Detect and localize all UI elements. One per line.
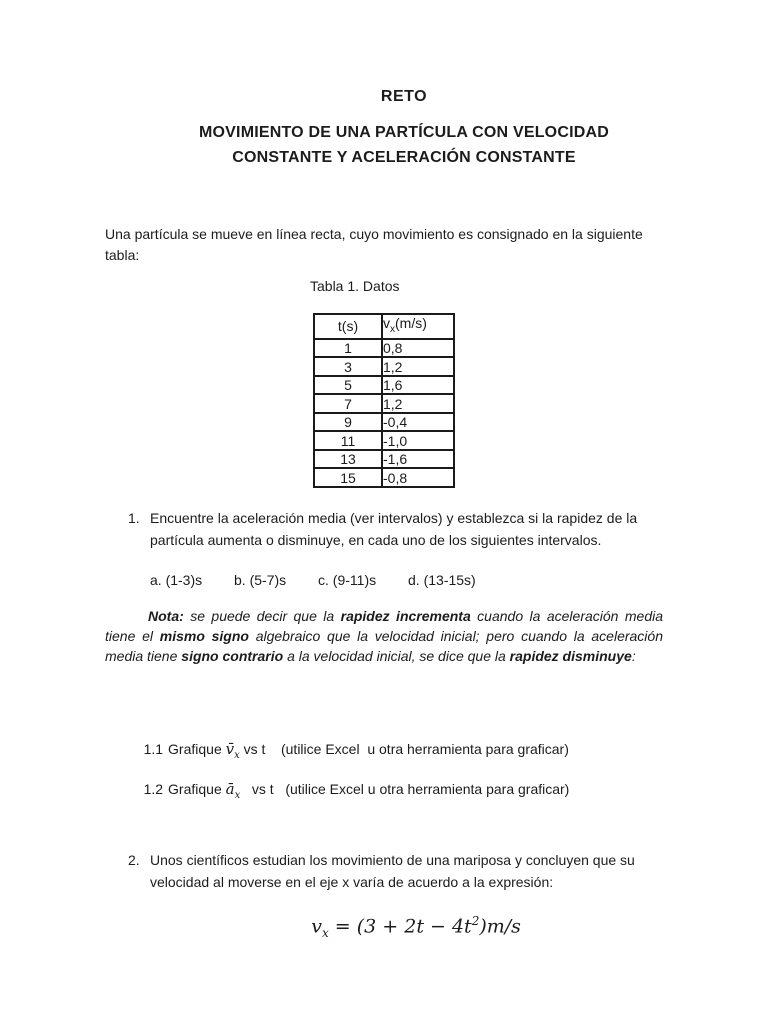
velocity-mean-symbol: $v̄_x$ (225, 740, 240, 761)
item-2-number: 2. (128, 852, 140, 868)
cell-t: 9 (314, 413, 382, 432)
velocity-formula (105, 892, 703, 962)
interval-c: c. (9-11)s (318, 572, 377, 588)
nota-paragraph: Nota: se puede decir que la rapidez incrementa cuando la aceleración media tiene el mismo signo algebraico que la velocidad inicial; pero cuando la aceleración media tiene signo contrario a la velocidad inicial, se dice que la rapidez disminuye: (105, 608, 664, 664)
item-1-text: Encuentre la aceleración media (ver intervalos) y establezca si la rapidez de la partícula aumenta o disminuye, en cada uno de los siguientes intervalos. (150, 510, 638, 548)
item-1-number: 1. (128, 510, 140, 526)
cell-t: 15 (314, 468, 382, 487)
formula-var-sub: x (321, 926, 329, 941)
task-1-2-label: Grafique (168, 781, 226, 797)
cell-v: 1,2 (382, 357, 454, 376)
heading-line-1: MOVIMIENTO DE UNA PARTÍCULA CON VELOCIDAD (199, 124, 609, 141)
intro-paragraph: Una partícula se mueve en línea recta, cuyo movimiento es consignado en la siguiente tabla: (105, 226, 643, 263)
table-row (314, 450, 454, 469)
table-row (314, 376, 454, 395)
data-table (313, 313, 455, 488)
item-2-text: Unos científicos estudian los movimiento de una mariposa y concluyen que su velocidad al moverse en el eje x varía de acuerdo a la expresión: (150, 852, 635, 890)
header-time: t(s) (314, 314, 382, 339)
formula-tail: )m/s (479, 915, 521, 938)
table-row (314, 413, 454, 432)
document-title: RETO (380, 88, 428, 105)
cell-t: 11 (314, 431, 382, 450)
cell-v: -0,8 (382, 468, 454, 487)
task-1-2-rest: vs t (utilice Excel u otra herramienta para graficar) (240, 781, 570, 797)
table-row (314, 431, 454, 450)
cell-t: 5 (314, 376, 382, 395)
header-velocity: $v_x(m/s)$ (382, 314, 454, 339)
acceleration-mean-symbol: $ā_x$ (225, 780, 241, 801)
cell-v: -1,0 (382, 431, 454, 450)
cell-v: 1,2 (382, 394, 454, 413)
table-row (314, 357, 454, 376)
cell-t: 13 (314, 450, 382, 469)
task-1-2-number: 1.2 (143, 781, 164, 797)
cell-t: 3 (314, 357, 382, 376)
graph-task-1-2 (128, 764, 569, 817)
cell-v: -0,4 (382, 413, 454, 432)
interval-a: a. (1-3)s (150, 572, 203, 588)
interval-d: d. (13-15s) (408, 572, 476, 588)
cell-t: 7 (314, 394, 382, 413)
list-item-2 (128, 850, 665, 893)
task-1-1-rest: vs t (utilice Excel u otra herramienta para graficar) (239, 741, 569, 757)
task-1-1-number: 1.1 (143, 741, 164, 757)
task-1-1-label: Grafique (168, 741, 226, 757)
formula-var: v (311, 915, 322, 938)
table-row (314, 339, 454, 358)
interval-b: b. (5-7)s (234, 572, 287, 588)
table-header-row (314, 314, 454, 339)
table-row (314, 468, 454, 487)
table-caption: Tabla 1. Datos (310, 278, 400, 294)
formula-exponent: 2 (471, 914, 480, 928)
heading-line-2: CONSTANTE Y ACELERACIÓN CONSTANTE (232, 149, 576, 166)
cell-v: 0,8 (382, 339, 454, 358)
table-row (314, 394, 454, 413)
document-heading (105, 120, 703, 170)
cell-v: 1,6 (382, 376, 454, 395)
cell-v: -1,6 (382, 450, 454, 469)
list-item-1 (128, 508, 665, 551)
cell-t: 1 (314, 339, 382, 358)
formula-body: = (3 + 2t − 4t (328, 915, 472, 938)
nota-label: Nota: (148, 608, 184, 624)
intervals-line (150, 572, 504, 588)
